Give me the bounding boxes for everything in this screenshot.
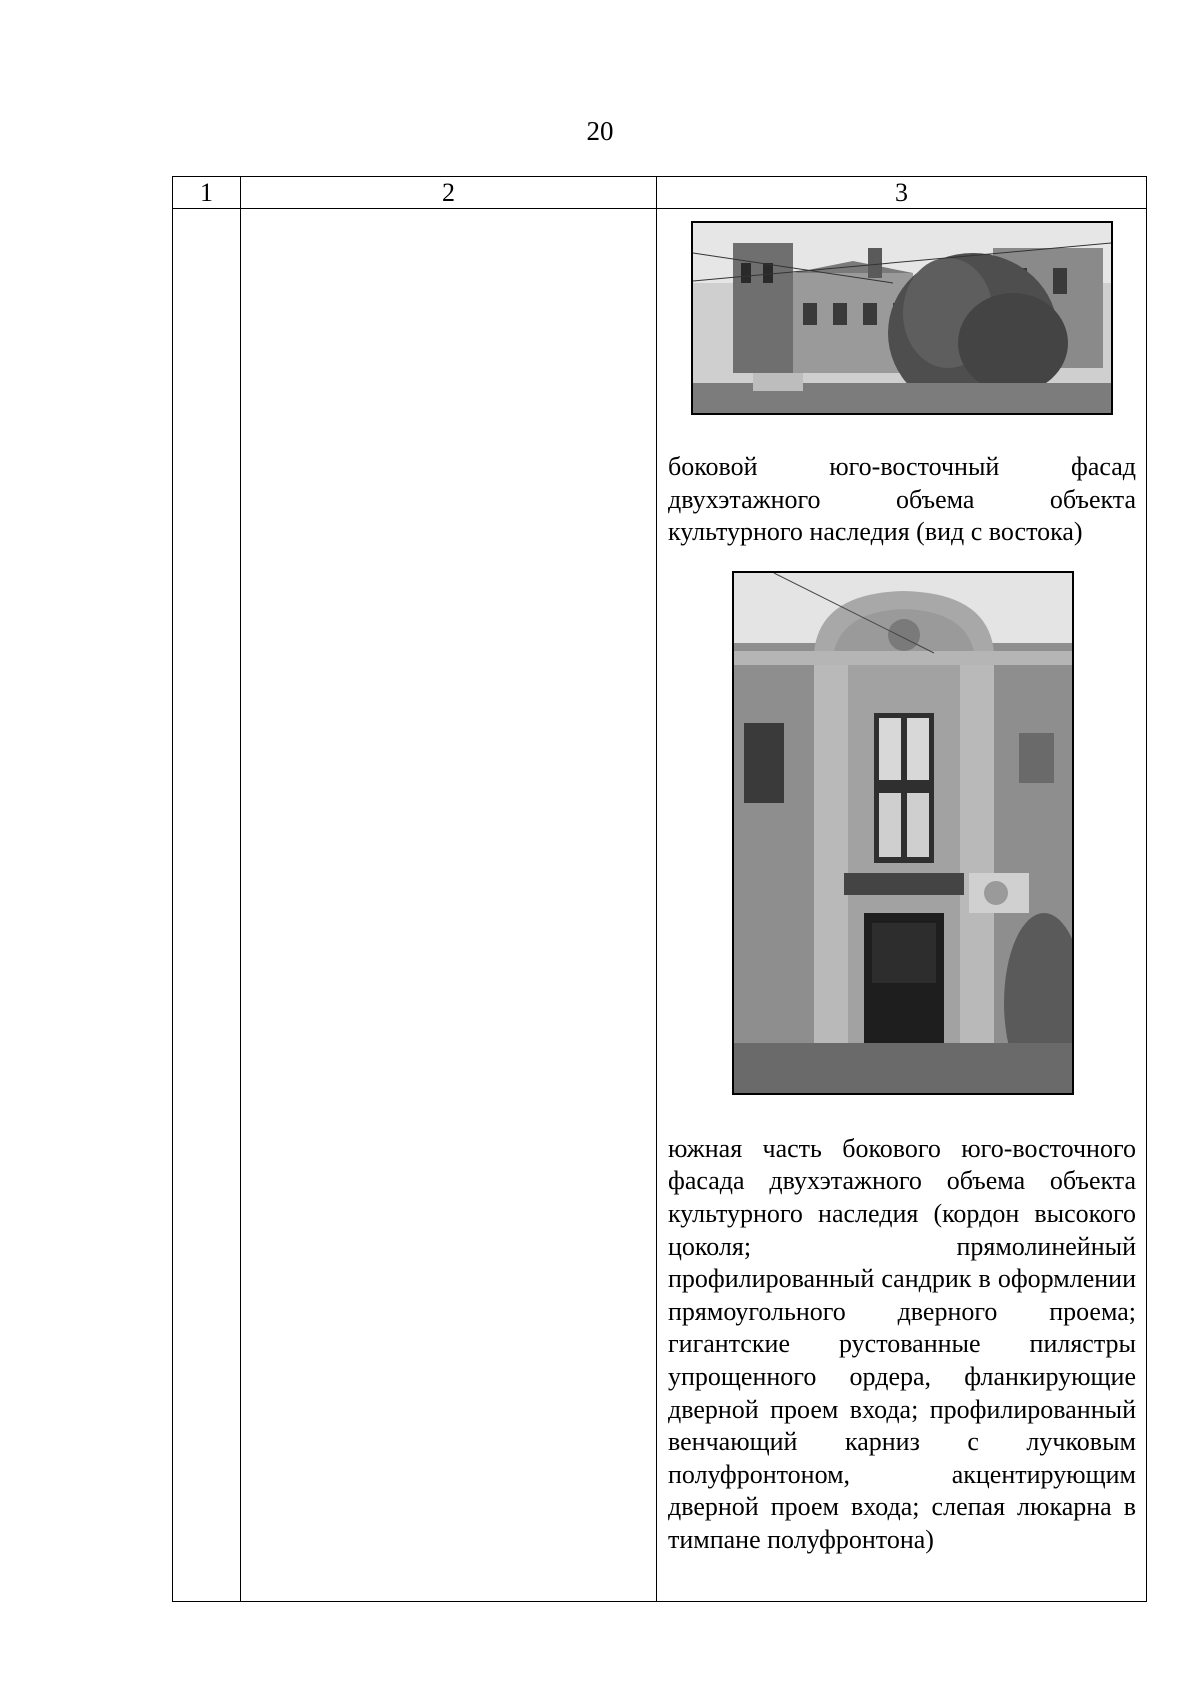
table-cell-description <box>241 209 657 1602</box>
table-header-row <box>173 177 1147 209</box>
photo-caption: боковой юго-восточный фасад двухэтажного объема объекта культурного наследия (вид с востока) <box>668 452 1136 547</box>
column-header-1: 1 <box>173 177 241 209</box>
document-table <box>172 176 1147 1602</box>
table-row <box>173 209 1147 1602</box>
column-header-2: 2 <box>241 177 657 209</box>
page-number: 20 <box>586 116 614 146</box>
table-cell-number <box>173 209 241 1602</box>
building-photo-entrance-detail <box>732 571 1074 1095</box>
photo-caption: южная часть бокового юго-восточного фасада двухэтажного объема объекта культурного наследия (кордон высокого цоколя; прямолинейный профилированный сандрик в оформлении прямоугольного дверного проема; гигантские рустованные пилястры упрощенного ордера, фланкирующие дверной проем входа; профилированный венчающий карниз с лучковым полуфронтоном, акцентирующим дверной проем входа; слепая люкарна в тимпане полуфронтона) <box>668 1133 1136 1554</box>
building-photo-east-view <box>691 221 1113 415</box>
column-header-3: 3 <box>657 177 1147 209</box>
table-cell-photos <box>657 209 1147 1602</box>
